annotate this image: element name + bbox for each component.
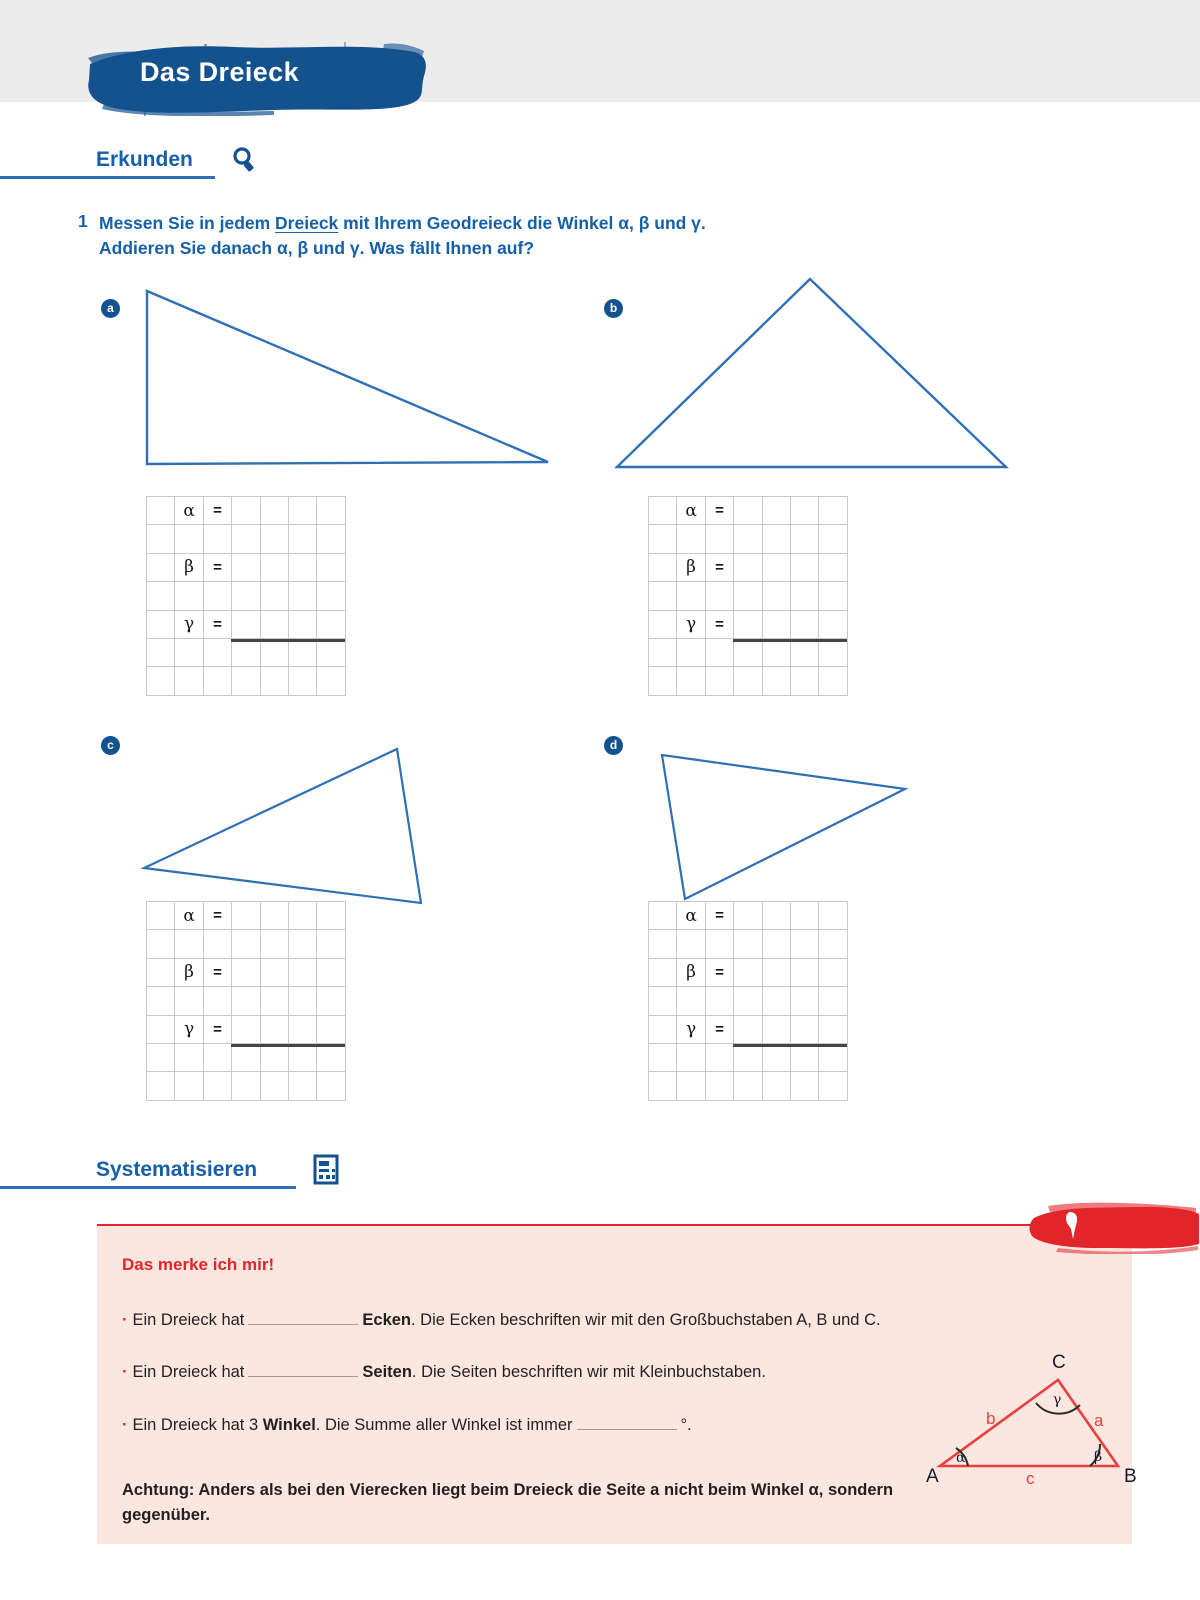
bullet-dot: · — [122, 1416, 128, 1434]
grid-cell[interactable] — [289, 930, 317, 958]
grid-cell-gamma[interactable] — [175, 611, 203, 639]
grid-cell[interactable] — [734, 497, 762, 525]
grid-cell[interactable] — [261, 525, 289, 553]
grid-cell[interactable] — [175, 1044, 203, 1072]
grid-cell[interactable] — [261, 959, 289, 987]
answer-grid-a[interactable] — [146, 496, 346, 696]
grid-cell[interactable] — [147, 582, 175, 610]
grid-cell[interactable] — [289, 497, 317, 525]
remember-item-3 — [122, 1414, 692, 1435]
grid-cell[interactable] — [791, 554, 819, 582]
grid-cell[interactable] — [819, 1072, 847, 1100]
blank-field-winkelsumme[interactable] — [577, 1414, 677, 1430]
figure-c — [141, 744, 431, 912]
grid-cell[interactable] — [204, 987, 232, 1015]
remember-item-3-suffix: °. — [680, 1416, 692, 1434]
grid-cell[interactable] — [147, 497, 175, 525]
answer-line-d — [733, 1044, 847, 1047]
grid-cell[interactable] — [763, 1044, 791, 1072]
grid-cell[interactable] — [147, 639, 175, 667]
grid-cell[interactable] — [289, 554, 317, 582]
grid-cell[interactable] — [317, 1072, 345, 1100]
grid-cell[interactable] — [706, 1044, 734, 1072]
task-number: 1 — [78, 211, 88, 231]
grid-cell[interactable] — [649, 639, 677, 667]
systematize-section-label: Systematisieren — [96, 1158, 258, 1181]
grid-cell[interactable] — [819, 611, 847, 639]
grid-cell[interactable] — [317, 902, 345, 930]
grid-cell[interactable] — [147, 902, 175, 930]
equals-label: = — [715, 963, 724, 981]
svg-text:b: b — [986, 1409, 996, 1428]
gamma-label: γ — [184, 614, 195, 635]
grid-cell[interactable] — [204, 1072, 232, 1100]
item-badge-c: c — [101, 736, 120, 755]
remember-item-2-bold: Seiten — [362, 1363, 412, 1381]
grid-cell[interactable] — [147, 1044, 175, 1072]
grid-cell[interactable] — [819, 525, 847, 553]
remember-title: Das merke ich mir! — [122, 1255, 275, 1274]
grid-cell[interactable] — [763, 987, 791, 1015]
grid-cell[interactable] — [649, 611, 677, 639]
gamma-label: γ — [184, 1019, 195, 1040]
grid-cell[interactable] — [819, 1044, 847, 1072]
grid-cell[interactable] — [261, 902, 289, 930]
grid-cell[interactable] — [763, 667, 791, 695]
grid-cell[interactable] — [819, 1016, 847, 1044]
grid-cell[interactable] — [677, 1072, 705, 1100]
blank-field-seiten[interactable] — [248, 1361, 358, 1377]
grid-cell-equals[interactable] — [706, 554, 734, 582]
grid-cell[interactable] — [261, 1072, 289, 1100]
remember-item-2-before: Ein Dreieck hat — [132, 1363, 245, 1381]
grid-cell-equals[interactable] — [204, 1016, 232, 1044]
grid-cell[interactable] — [261, 667, 289, 695]
alpha-label: α — [183, 905, 195, 926]
grid-cell[interactable] — [677, 639, 705, 667]
grid-cell-equals[interactable] — [706, 611, 734, 639]
task-instruction — [99, 211, 899, 261]
equals-label: = — [213, 963, 222, 981]
answer-grid-d[interactable] — [648, 901, 848, 1101]
grid-cell[interactable] — [147, 987, 175, 1015]
grid-cell-equals[interactable] — [706, 902, 734, 930]
beta-label: β — [184, 962, 194, 983]
grid-cell[interactable] — [232, 525, 260, 553]
grid-cell[interactable] — [317, 1044, 345, 1072]
grid-cell[interactable] — [763, 497, 791, 525]
alpha-label: α — [685, 905, 697, 926]
grid-cell[interactable] — [791, 639, 819, 667]
grid-cell[interactable] — [819, 667, 847, 695]
grid-cell[interactable] — [204, 930, 232, 958]
grid-cell[interactable] — [791, 930, 819, 958]
grid-cell[interactable] — [261, 930, 289, 958]
beta-label: β — [686, 557, 696, 578]
equals-label: = — [715, 615, 724, 633]
figure-b — [614, 274, 1014, 474]
grid-cell[interactable] — [232, 639, 260, 667]
grid-cell[interactable] — [289, 582, 317, 610]
grid-cell[interactable] — [706, 639, 734, 667]
grid-cell[interactable] — [175, 930, 203, 958]
grid-cell[interactable] — [734, 930, 762, 958]
equals-label: = — [213, 907, 222, 925]
grid-cell[interactable] — [232, 611, 260, 639]
grid-cell-equals[interactable] — [204, 959, 232, 987]
grid-cell-equals[interactable] — [706, 1016, 734, 1044]
grid-cell[interactable] — [289, 639, 317, 667]
grid-cell[interactable] — [289, 987, 317, 1015]
item-badge-b: b — [604, 299, 623, 318]
grid-cell[interactable] — [649, 525, 677, 553]
grid-cell[interactable] — [819, 959, 847, 987]
svg-text:a: a — [1094, 1411, 1104, 1430]
grid-cell[interactable] — [317, 930, 345, 958]
grid-cell[interactable] — [147, 930, 175, 958]
grid-cell[interactable] — [261, 582, 289, 610]
grid-cell[interactable] — [706, 930, 734, 958]
grid-cell[interactable] — [317, 1016, 345, 1044]
grid-cell[interactable] — [147, 554, 175, 582]
grid-cell[interactable] — [763, 554, 791, 582]
grid-cell[interactable] — [649, 902, 677, 930]
figure-d — [657, 752, 917, 912]
grid-cell[interactable] — [763, 930, 791, 958]
grid-cell[interactable] — [734, 987, 762, 1015]
explore-section-label: Erkunden — [96, 148, 193, 171]
grid-cell[interactable] — [204, 639, 232, 667]
remember-item-1-before: Ein Dreieck hat — [132, 1311, 245, 1329]
grid-cell[interactable] — [819, 554, 847, 582]
equals-label: = — [213, 615, 222, 633]
svg-text:β: β — [1094, 1449, 1103, 1465]
grid-cell[interactable] — [706, 525, 734, 553]
grid-cell-beta[interactable] — [677, 959, 705, 987]
grid-cell[interactable] — [317, 987, 345, 1015]
beta-label: β — [686, 962, 696, 983]
svg-text:A: A — [926, 1466, 939, 1485]
grid-cell[interactable] — [791, 667, 819, 695]
grid-cell[interactable] — [261, 611, 289, 639]
grid-cell[interactable] — [734, 1072, 762, 1100]
alpha-label: α — [183, 500, 195, 521]
equals-label: = — [213, 502, 222, 520]
grid-cell[interactable] — [819, 902, 847, 930]
svg-text:γ: γ — [1053, 1392, 1062, 1408]
grid-cell[interactable] — [791, 525, 819, 553]
grid-cell[interactable] — [317, 525, 345, 553]
grid-cell[interactable] — [204, 525, 232, 553]
grid-cell[interactable] — [147, 1072, 175, 1100]
svg-text:C: C — [1052, 1352, 1066, 1373]
figure-a — [142, 288, 557, 470]
grid-cell[interactable] — [649, 582, 677, 610]
grid-cell[interactable] — [649, 554, 677, 582]
grid-cell[interactable] — [763, 611, 791, 639]
grid-cell[interactable] — [763, 959, 791, 987]
grid-cell[interactable] — [734, 525, 762, 553]
task-line2: Addieren Sie danach α, β und γ. Was fällt Ihnen auf? — [99, 238, 535, 258]
grid-cell[interactable] — [791, 1016, 819, 1044]
answer-grid-b[interactable] — [648, 496, 848, 696]
item-badge-a: a — [101, 299, 120, 318]
grid-cell-beta[interactable] — [175, 554, 203, 582]
grid-cell[interactable] — [289, 525, 317, 553]
grid-cell[interactable] — [204, 667, 232, 695]
task-line1-after: mit Ihrem Geodreieck die Winkel α, β und γ. — [338, 213, 706, 233]
grid-cell[interactable] — [147, 611, 175, 639]
task-line1-before: Messen Sie in jedem — [99, 213, 276, 233]
equals-label: = — [715, 558, 724, 576]
grid-cell[interactable] — [175, 987, 203, 1015]
grid-cell[interactable] — [175, 1072, 203, 1100]
grid-cell[interactable] — [147, 525, 175, 553]
grid-cell[interactable] — [706, 987, 734, 1015]
answer-line-a — [231, 639, 345, 642]
grid-cell[interactable] — [175, 582, 203, 610]
grid-cell[interactable] — [232, 1072, 260, 1100]
grid-cell[interactable] — [289, 1016, 317, 1044]
grid-cell[interactable] — [289, 611, 317, 639]
grid-cell[interactable] — [763, 582, 791, 610]
grid-cell[interactable] — [649, 497, 677, 525]
grid-cell[interactable] — [317, 497, 345, 525]
grid-cell[interactable] — [677, 1044, 705, 1072]
grid-cell-equals[interactable] — [706, 959, 734, 987]
grid-cell[interactable] — [317, 582, 345, 610]
grid-cell[interactable] — [791, 902, 819, 930]
grid-cell[interactable] — [649, 959, 677, 987]
grid-cell[interactable] — [147, 667, 175, 695]
grid-cell-equals[interactable] — [204, 611, 232, 639]
grid-cell[interactable] — [289, 959, 317, 987]
remember-note: Achtung: Anders als bei den Vierecken liegt beim Dreieck die Seite a nicht beim Winkel α, sondern gegenüber. — [122, 1481, 894, 1524]
grid-cell[interactable] — [734, 554, 762, 582]
grid-cell[interactable] — [763, 525, 791, 553]
grid-cell[interactable] — [677, 930, 705, 958]
grid-cell[interactable] — [261, 1016, 289, 1044]
grid-cell[interactable] — [232, 902, 260, 930]
remember-item-3-before: Ein Dreieck hat 3 — [132, 1416, 259, 1434]
item-badge-d: d — [604, 736, 623, 755]
grid-cell[interactable] — [791, 1044, 819, 1072]
grid-cell[interactable] — [791, 497, 819, 525]
grid-cell[interactable] — [261, 639, 289, 667]
grid-cell-alpha[interactable] — [677, 497, 705, 525]
grid-cell[interactable] — [734, 1016, 762, 1044]
grid-cell-beta[interactable] — [175, 959, 203, 987]
grid-cell[interactable] — [232, 1044, 260, 1072]
grid-cell[interactable] — [763, 1016, 791, 1044]
grid-cell[interactable] — [317, 667, 345, 695]
gamma-label: γ — [686, 1019, 697, 1040]
explore-section-rule — [0, 176, 215, 179]
grid-cell-equals[interactable] — [204, 902, 232, 930]
grid-cell[interactable] — [791, 987, 819, 1015]
equals-label: = — [213, 558, 222, 576]
labelled-triangle-diagram — [890, 1320, 1140, 1485]
grid-cell[interactable] — [175, 667, 203, 695]
remember-item-2-after: . Die Seiten beschriften wir mit Kleinbuchstaben. — [411, 1363, 766, 1381]
grid-cell[interactable] — [289, 667, 317, 695]
bullet-dot: · — [122, 1311, 128, 1329]
worksheet-icon — [310, 1152, 344, 1191]
grid-cell[interactable] — [734, 611, 762, 639]
grid-cell[interactable] — [734, 902, 762, 930]
grid-cell-equals[interactable] — [204, 497, 232, 525]
grid-cell[interactable] — [791, 582, 819, 610]
grid-cell[interactable] — [763, 639, 791, 667]
grid-cell[interactable] — [261, 1044, 289, 1072]
grid-cell[interactable] — [677, 582, 705, 610]
grid-cell[interactable] — [763, 902, 791, 930]
equals-label: = — [715, 502, 724, 520]
grid-cell[interactable] — [819, 987, 847, 1015]
grid-cell[interactable] — [677, 667, 705, 695]
pin-brush-tab — [1028, 1198, 1200, 1254]
bullet-dot: · — [122, 1363, 128, 1381]
grid-cell[interactable] — [147, 959, 175, 987]
grid-cell-gamma[interactable] — [677, 1016, 705, 1044]
grid-cell[interactable] — [706, 582, 734, 610]
equals-label: = — [715, 907, 724, 925]
grid-cell[interactable] — [232, 667, 260, 695]
page-title: Das Dreieck — [140, 57, 300, 87]
grid-cell-gamma[interactable] — [677, 611, 705, 639]
gamma-label: γ — [686, 614, 697, 635]
grid-cell[interactable] — [734, 1044, 762, 1072]
grid-cell[interactable] — [232, 497, 260, 525]
grid-cell[interactable] — [232, 959, 260, 987]
answer-grid-c[interactable] — [146, 901, 346, 1101]
grid-cell[interactable] — [204, 582, 232, 610]
grid-cell-alpha[interactable] — [677, 902, 705, 930]
grid-cell[interactable] — [706, 1072, 734, 1100]
grid-cell[interactable] — [791, 1072, 819, 1100]
grid-cell[interactable] — [677, 987, 705, 1015]
grid-cell[interactable] — [317, 554, 345, 582]
grid-cell[interactable] — [147, 1016, 175, 1044]
grid-cell[interactable] — [734, 582, 762, 610]
grid-cell[interactable] — [261, 987, 289, 1015]
remember-item-2 — [122, 1361, 766, 1382]
svg-text:α: α — [956, 1450, 966, 1466]
grid-cell[interactable] — [649, 1044, 677, 1072]
grid-cell[interactable] — [734, 667, 762, 695]
grid-cell[interactable] — [317, 611, 345, 639]
grid-cell[interactable] — [649, 1016, 677, 1044]
beta-label: β — [184, 557, 194, 578]
grid-cell[interactable] — [819, 497, 847, 525]
svg-text:c: c — [1026, 1469, 1035, 1485]
grid-cell[interactable] — [791, 611, 819, 639]
grid-cell[interactable] — [649, 667, 677, 695]
grid-cell[interactable] — [289, 1072, 317, 1100]
grid-cell-equals[interactable] — [204, 554, 232, 582]
grid-cell[interactable] — [204, 1044, 232, 1072]
grid-cell[interactable] — [706, 667, 734, 695]
grid-cell[interactable] — [677, 525, 705, 553]
grid-cell[interactable] — [289, 1044, 317, 1072]
alpha-label: α — [685, 500, 697, 521]
remember-item-1 — [122, 1309, 881, 1330]
remember-item-1-after: . Die Ecken beschriften wir mit den Großbuchstaben A, B und C. — [411, 1311, 881, 1329]
remember-item-3-after: . Die Summe aller Winkel ist immer — [315, 1416, 573, 1434]
grid-cell[interactable] — [232, 930, 260, 958]
grid-cell[interactable] — [734, 959, 762, 987]
grid-cell-alpha[interactable] — [175, 497, 203, 525]
grid-cell[interactable] — [232, 554, 260, 582]
remember-item-1-bold: Ecken — [362, 1311, 412, 1329]
task-keyword-dreieck: Dreieck — [275, 213, 339, 233]
svg-text:B: B — [1124, 1466, 1137, 1485]
grid-cell[interactable] — [175, 639, 203, 667]
grid-cell[interactable] — [734, 639, 762, 667]
magnifier-icon — [229, 145, 261, 182]
answer-line-c — [231, 1044, 345, 1047]
grid-cell[interactable] — [175, 525, 203, 553]
grid-cell[interactable] — [261, 554, 289, 582]
grid-cell[interactable] — [649, 930, 677, 958]
grid-cell-equals[interactable] — [706, 497, 734, 525]
grid-cell[interactable] — [649, 987, 677, 1015]
grid-cell-beta[interactable] — [677, 554, 705, 582]
grid-cell[interactable] — [819, 930, 847, 958]
grid-cell[interactable] — [791, 959, 819, 987]
grid-cell[interactable] — [763, 1072, 791, 1100]
grid-cell[interactable] — [289, 902, 317, 930]
grid-cell[interactable] — [232, 582, 260, 610]
grid-cell[interactable] — [317, 639, 345, 667]
grid-cell[interactable] — [232, 1016, 260, 1044]
answer-line-b — [733, 639, 847, 642]
blank-field-ecken[interactable] — [248, 1309, 358, 1325]
equals-label: = — [715, 1020, 724, 1038]
equals-label: = — [213, 1020, 222, 1038]
remember-item-3-bold: Winkel — [262, 1416, 316, 1434]
grid-cell[interactable] — [261, 497, 289, 525]
systematize-section-rule — [0, 1186, 296, 1189]
grid-cell-alpha[interactable] — [175, 902, 203, 930]
grid-cell-gamma[interactable] — [175, 1016, 203, 1044]
grid-cell[interactable] — [317, 959, 345, 987]
grid-cell[interactable] — [649, 1072, 677, 1100]
grid-cell[interactable] — [819, 639, 847, 667]
grid-cell[interactable] — [232, 987, 260, 1015]
grid-cell[interactable] — [819, 582, 847, 610]
